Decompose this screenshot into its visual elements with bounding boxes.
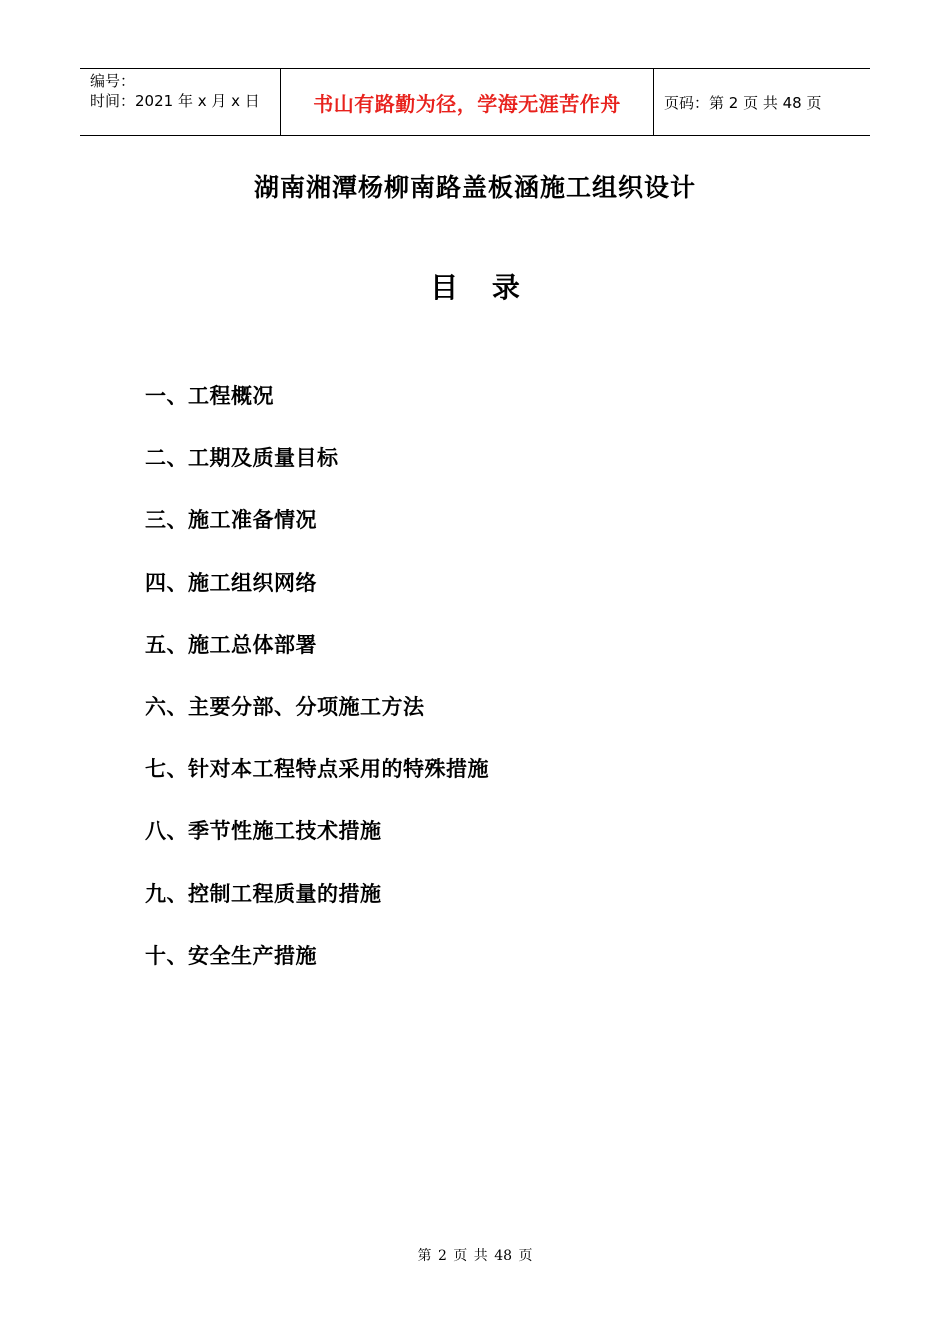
- number-label: 编号：: [90, 72, 136, 90]
- document-header: [80, 68, 870, 136]
- header-page-info: 页码：第 2 页 共 48 页: [664, 93, 822, 112]
- header-motto-cell: [281, 69, 654, 135]
- toc-heading: 目 录: [430, 271, 532, 304]
- toc-item[interactable]: 七、针对本工程特点采用的特殊措施: [145, 757, 489, 782]
- page-footer: 第 2 页 共 48 页: [417, 1248, 533, 1264]
- toc-item[interactable]: 九、控制工程质量的措施: [145, 881, 382, 906]
- toc-item[interactable]: 二、工期及质量目标: [145, 446, 339, 471]
- toc-item[interactable]: 一、工程概况: [145, 384, 274, 408]
- document-title: 湖南湘潭杨柳南路盖板涵施工组织设计: [253, 173, 696, 202]
- toc-item[interactable]: 六、主要分部、分项施工方法: [145, 694, 425, 719]
- motto-text: 书山有路勤为径，学海无涯苦作舟: [313, 91, 621, 116]
- toc-item[interactable]: 十、安全生产措施: [145, 943, 317, 968]
- toc-item[interactable]: 四、施工组织网络: [145, 570, 317, 595]
- toc-item[interactable]: 三、施工准备情况: [145, 508, 317, 533]
- toc-item[interactable]: 五、施工总体部署: [145, 632, 317, 657]
- table-of-contents: [145, 380, 489, 1002]
- header-page-cell: [654, 69, 870, 135]
- toc-item[interactable]: 八、季节性施工技术措施: [145, 819, 382, 844]
- time-label: 时间：2021 年 x 月 x 日: [90, 92, 260, 110]
- header-meta-cell: [80, 69, 281, 135]
